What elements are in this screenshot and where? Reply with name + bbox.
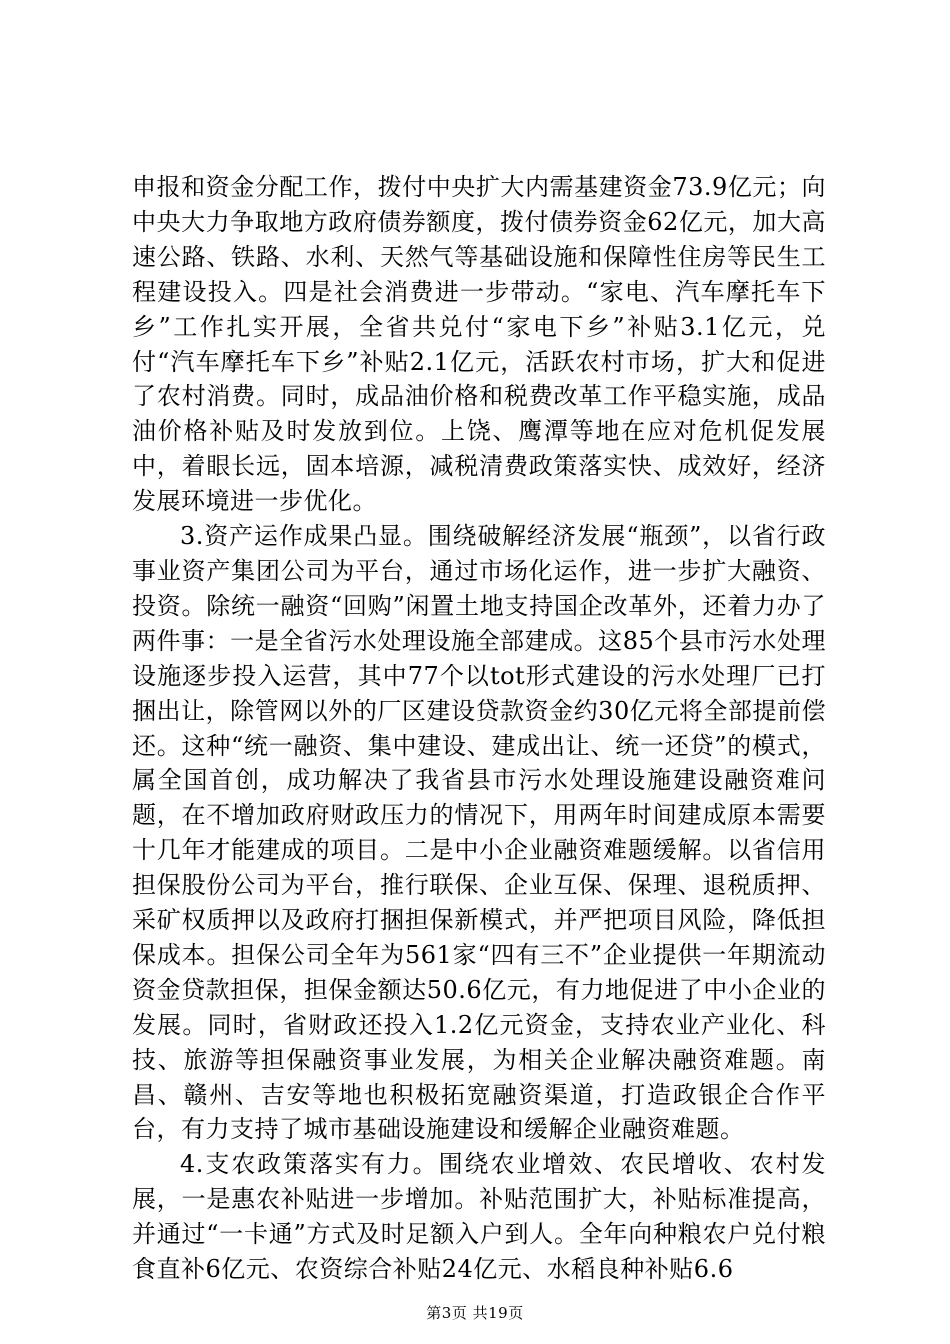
paragraph-agriculture-support: 4.支农政策落实有力。围绕农业增效、农民增收、农村发展，一是惠农补贴进一步增加。补贴范围扩大，补贴标准提高，并通过“一卡通”方式及时足额入户到人。全年向种粮农户兑付粮食直补6亿元、农资综合补贴24亿元、水稻良种补贴6.6 xyxy=(132,1150,826,1284)
paragraph-asset-operation: 3.资产运作成果凸显。围绕破解经济发展“瓶颈”，以省行政事业资产集团公司为平台，通过市场化运作，进一步扩大融资、投资。除统一融资“回购”闲置土地支持国企改革外，还着力办了两件事：一是全省污水处理设施全部建成。这85个县市污水处理设施逐步投入运营，其中77个以tot形式建设的污水处理厂已打捆出让，除管网以外的厂区建设贷款资金约30亿元将全部提前偿还。这种“统一融资、集中建设、建成出让、统一还贷”的模式，属全国首创，成功解决了我省县市污水处理设施建设融资难问题，在不增加政府财政压力的情况下，用两年时间建成原本需要十几年才能建成的项目。二是中小企业融资难题缓解。以省信用担保股份公司为平台，推行联保、企业互保、保理、退税质押、采矿权质押以及政府打捆担保新模式，并严把项目风险，降低担保成本。担保公司全年为561家“四有三不”企业提供一年期流动资金贷款担保，担保金额达50.6亿元，有力地促进了中小企业的发展。同时，省财政还投入1.2亿元资金，支持农业产业化、科技、旅游等担保融资事业发展，为相关企业解决融资难题。南昌、赣州、吉安等地也积极拓宽融资渠道，打造政银企合作平台，有力支持了城市基础设施建设和缓解企业融资难题。 xyxy=(132,522,826,1144)
document-body xyxy=(132,170,826,1287)
page-footer: 第3页 共19页 xyxy=(426,1304,524,1322)
paragraph-continuation: 申报和资金分配工作，拨付中央扩大内需基建资金73.9亿元；向中央大力争取地方政府债券额度，拨付债券资金62亿元，加大高速公路、铁路、水利、天然气等基础设施和保障性住房等民生工程建设投入。四是社会消费进一步带动。“家电、汽车摩托车下乡”工作扎实开展，全省共兑付“家电下乡”补贴3.1亿元，兑付“汽车摩托车下乡”补贴2.1亿元，活跃农村市场，扩大和促进了农村消费。同时，成品油价格和税费改革工作平稳实施，成品油价格补贴及时发放到位。上饶、鹰潭等地在应对危机促发展中，着眼长远，固本培源，减税清费政策落实快、成效好，经济发展环境进一步优化。 xyxy=(132,173,826,516)
